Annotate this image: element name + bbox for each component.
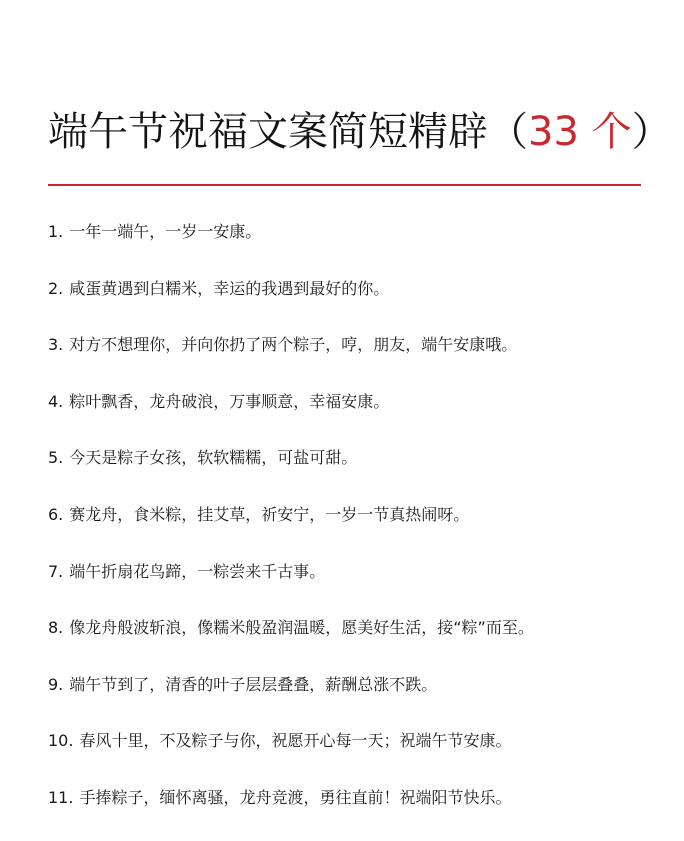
item-text: 一年一端午，一岁一安康。 <box>69 222 262 241</box>
item-text: 咸蛋黄遇到白糯米，幸运的我遇到最好的你。 <box>69 278 390 298</box>
item-number: 7. <box>48 561 64 581</box>
title-main: 端午节祝福文案简短精辟 <box>48 109 488 155</box>
item-number: 10. <box>48 731 74 751</box>
title-paren-open: （ <box>488 109 528 155</box>
item-number: 1. <box>48 222 64 241</box>
title-paren-close: ） <box>631 109 672 155</box>
item-text: 端午折扇花鸟蹄，一粽尝来千古事。 <box>69 561 326 581</box>
item-number: 11. <box>48 787 74 807</box>
item-number: 8. <box>48 618 64 638</box>
list-item <box>48 671 648 728</box>
list-item <box>48 558 648 615</box>
item-number: 9. <box>48 674 64 694</box>
item-number: 3. <box>48 335 64 355</box>
list-item <box>48 388 648 445</box>
list-item <box>48 727 648 784</box>
list-item <box>48 614 648 671</box>
item-text: 赛龙舟，食米粽，挂艾草，祈安宁，一岁一节真热闹呀。 <box>69 504 470 524</box>
item-number: 2. <box>48 278 64 298</box>
list-item <box>48 501 648 558</box>
item-text: 粽叶飘香，龙舟破浪，万事顺意，幸福安康。 <box>69 391 390 411</box>
list-item <box>48 444 648 501</box>
item-number: 4. <box>48 391 64 411</box>
title-divider <box>48 184 641 186</box>
list-item <box>48 275 648 332</box>
item-number: 6. <box>48 504 64 524</box>
page-title <box>48 104 672 160</box>
item-text: 春风十里，不及粽子与你，祝愿开心每一天；祝端午节安康。 <box>79 731 512 751</box>
title-count: 33 个 <box>528 109 632 155</box>
item-text: 对方不想理你，并向你扔了两个粽子，哼，朋友，端午安康哦。 <box>69 335 518 355</box>
item-text: 手捧粽子，缅怀离骚，龙舟竞渡，勇往直前！祝端阳节快乐。 <box>79 787 512 807</box>
item-text: 今天是粽子女孩，软软糯糯，可盐可甜。 <box>69 448 358 468</box>
list-item <box>48 218 648 275</box>
blessing-list <box>48 218 648 841</box>
item-number: 5. <box>48 448 64 468</box>
item-text: 端午节到了，清香的叶子层层叠叠，薪酬总涨不跌。 <box>69 674 438 694</box>
list-item <box>48 331 648 388</box>
list-item <box>48 784 648 841</box>
item-text: 像龙舟般波斩浪，像糯米般盈润温暖，愿美好生活，接“粽”而至。 <box>69 618 534 638</box>
